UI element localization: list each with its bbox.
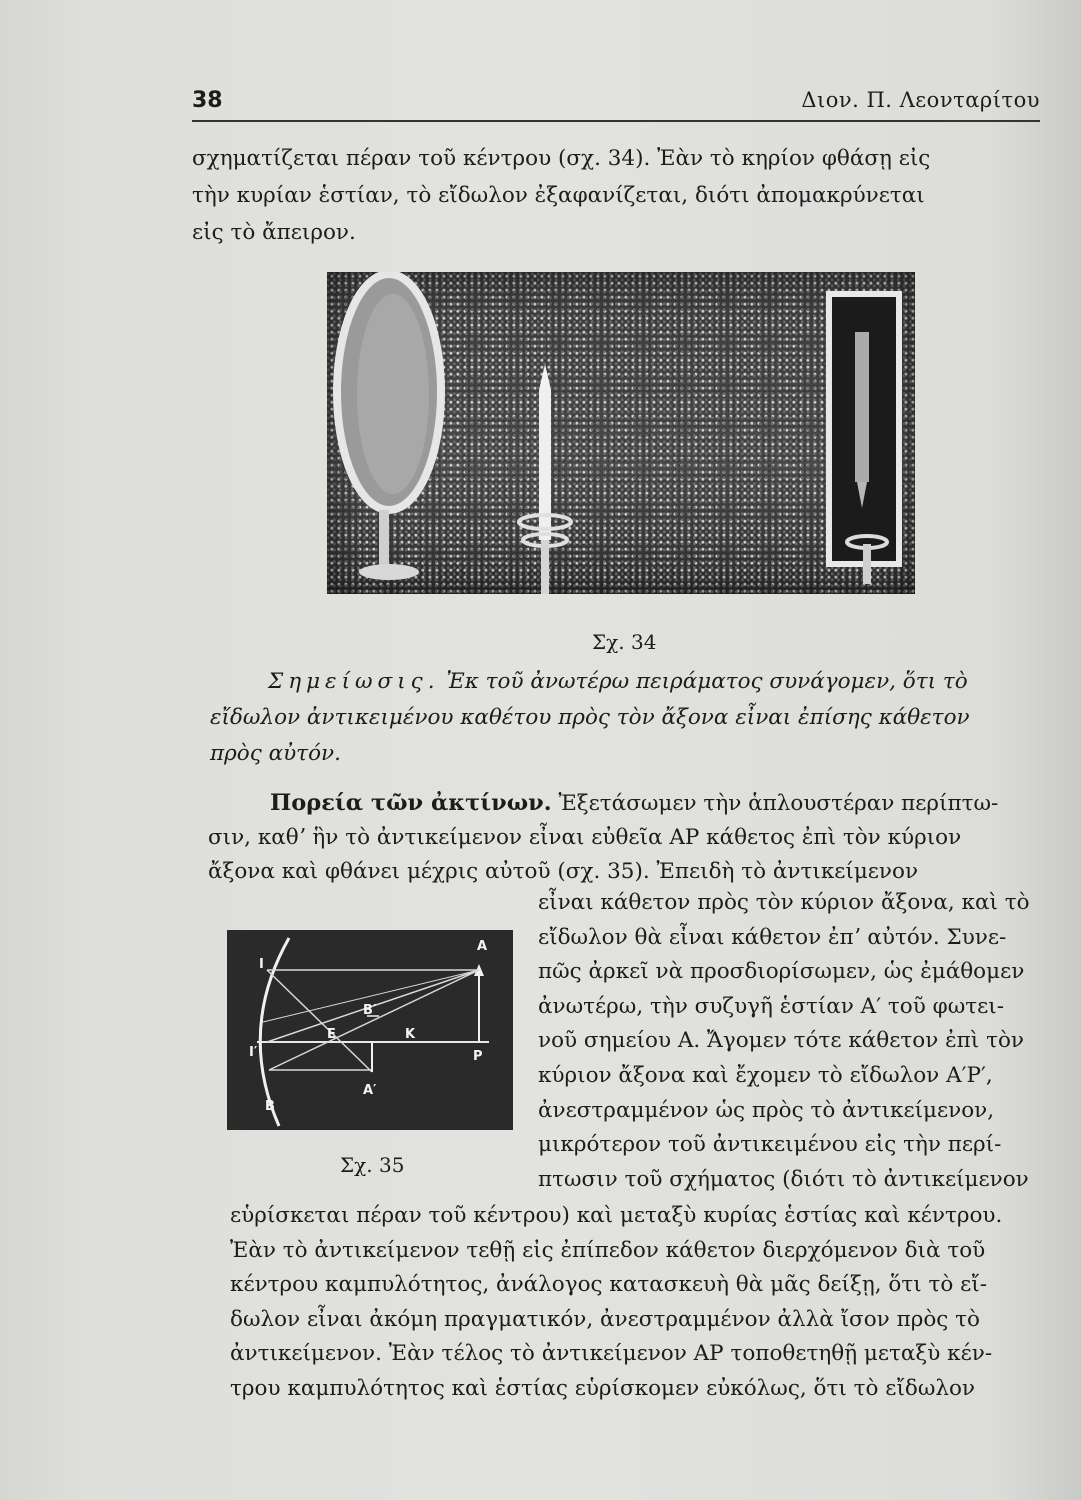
text-line: δωλον εἶναι ἀκόμη πραγματικόν, ἀνεστραμμένον ἀλλὰ ἴσον πρὸς τὸ — [230, 1306, 981, 1332]
text-line: εἴδωλον θὰ εἶναι κάθετον ἐπʼ αὐτόν. Συνε- — [538, 924, 1007, 950]
ray-diagram — [227, 930, 513, 1130]
label-a: A — [477, 939, 488, 954]
label-a-prime: A′ — [363, 1083, 377, 1098]
text-line: ἀντικείμενον. Ἐὰν τέλος τὸ ἀντικείμενον ΑΡ τοποθετηθῇ μεταξὺ κέν- — [230, 1341, 993, 1366]
text-line: κύριον ἄξονα καὶ ἔχομεν τὸ εἴδωλον Α′Ρ′, — [538, 1062, 993, 1088]
note-paragraph — [210, 664, 1050, 772]
text-line: Ἐὰν τὸ ἀντικείμενον τεθῇ εἰς ἐπίπεδον κάθετον διερχόμενον διὰ τοῦ — [230, 1237, 986, 1263]
text-line: τὴν κυρίαν ἑστίαν, τὸ εἴδωλον ἐξαφανίζεται, διότι ἀπομακρύνεται — [192, 183, 925, 208]
candle-flame — [539, 364, 551, 390]
bottom-paragraph — [230, 1199, 1078, 1406]
note-line: Ἐκ τοῦ ἀνωτέρω πειράματος συνάγομεν, ὅτι τὸ — [446, 669, 968, 694]
section-paragraph — [208, 786, 1056, 889]
text-line: τρου καμπυλότητος καὶ ἑστίας εὑρίσκομεν εὐκόλως, ὅτι τὸ εἴδωλον — [230, 1375, 975, 1401]
figure-34-caption: Σχ. 34 — [592, 630, 657, 654]
figure-35-caption: Σχ. 35 — [340, 1153, 405, 1177]
text-line: κέντρου καμπυλότητος, ἀνάλογος κατασκευὴ θὰ μᾶς δείξῃ, ὅτι τὸ εἴ- — [230, 1272, 987, 1297]
text-line: εἰς τὸ ἄπειρον. — [192, 220, 356, 245]
text-line: μικρότερον τοῦ ἀντικειμένου εἰς τὴν περί- — [538, 1132, 1002, 1158]
text-line: ἀνωτέρω, τὴν συζυγῆ ἑστίαν Α′ τοῦ φωτει- — [538, 993, 1004, 1019]
section-line: ἄξονα καὶ φθάνει μέχρις αὐτοῦ (σχ. 35). Ἐπειδὴ τὸ ἀντικείμενον — [208, 859, 919, 884]
figure-34-photo — [327, 272, 915, 594]
text-line: εἶναι κάθετον πρὸς τὸν κύριον ἄξονα, καὶ τὸ — [538, 890, 1030, 915]
label-b: B — [265, 1099, 275, 1114]
mirror-arc — [260, 938, 289, 1126]
text-line: νοῦ σημείου Α. Ἄγομεν τότε κάθετον ἐπὶ τὸν — [538, 1028, 1024, 1054]
label-p: P — [473, 1049, 483, 1064]
page-number: 38 — [192, 88, 223, 113]
label-e: E — [327, 1027, 336, 1042]
intro-paragraph — [192, 140, 1042, 251]
text-line: ἀνεστραμμένον ὡς πρὸς τὸ ἀντικείμενον, — [538, 1097, 995, 1123]
running-title: Διον. Π. Λεονταρίτου — [801, 88, 1040, 112]
note-line: εἴδωλον ἀντικειμένου καθέτου πρὸς τὸν ἄξονα εἶναι ἐπίσης κάθετον — [210, 705, 970, 730]
inverted-image — [855, 332, 869, 482]
label-i: I — [259, 957, 264, 972]
mirror-candle-screen-illustration — [327, 272, 915, 594]
text-line: πῶς ἀρκεῖ νὰ προσδιορίσωμεν, ὡς ἐμάθομεν — [538, 959, 1025, 985]
page-header — [192, 86, 1040, 122]
text-line: σχηματίζεται πέραν τοῦ κέντρου (σχ. 34). Ἐὰν τὸ κηρίον φθάσῃ εἰς — [192, 146, 931, 171]
label-k: K — [405, 1027, 416, 1042]
section-line: σιν, καθʼ ἣν τὸ ἀντικείμενον εἶναι εὐθεῖα ΑΡ κάθετος ἐπὶ τὸν κύριον — [208, 825, 962, 850]
label-b-prime: B′ — [363, 1003, 377, 1018]
figure-35-ray-diagram — [227, 930, 513, 1130]
text-line: πτωσιν τοῦ σχήματος (διότι τὸ ἀντικείμενον — [538, 1166, 1029, 1192]
candle — [539, 390, 551, 540]
text-line: εὑρίσκεται πέραν τοῦ κέντρου) καὶ μεταξὺ κυρίας ἑστίας καὶ κέντρου. — [230, 1203, 1003, 1228]
section-line: Ἐξετάσωμεν τὴν ἁπλουστέραν περίπτω- — [558, 791, 999, 816]
section-heading: Πορεία τῶν ἀκτίνων. — [270, 790, 552, 816]
label-i-prime: I′ — [249, 1045, 258, 1060]
right-column-text — [538, 886, 1055, 1197]
note-label: Σημείωσις. — [268, 669, 440, 694]
note-line: πρὸς αὐτόν. — [210, 741, 341, 766]
